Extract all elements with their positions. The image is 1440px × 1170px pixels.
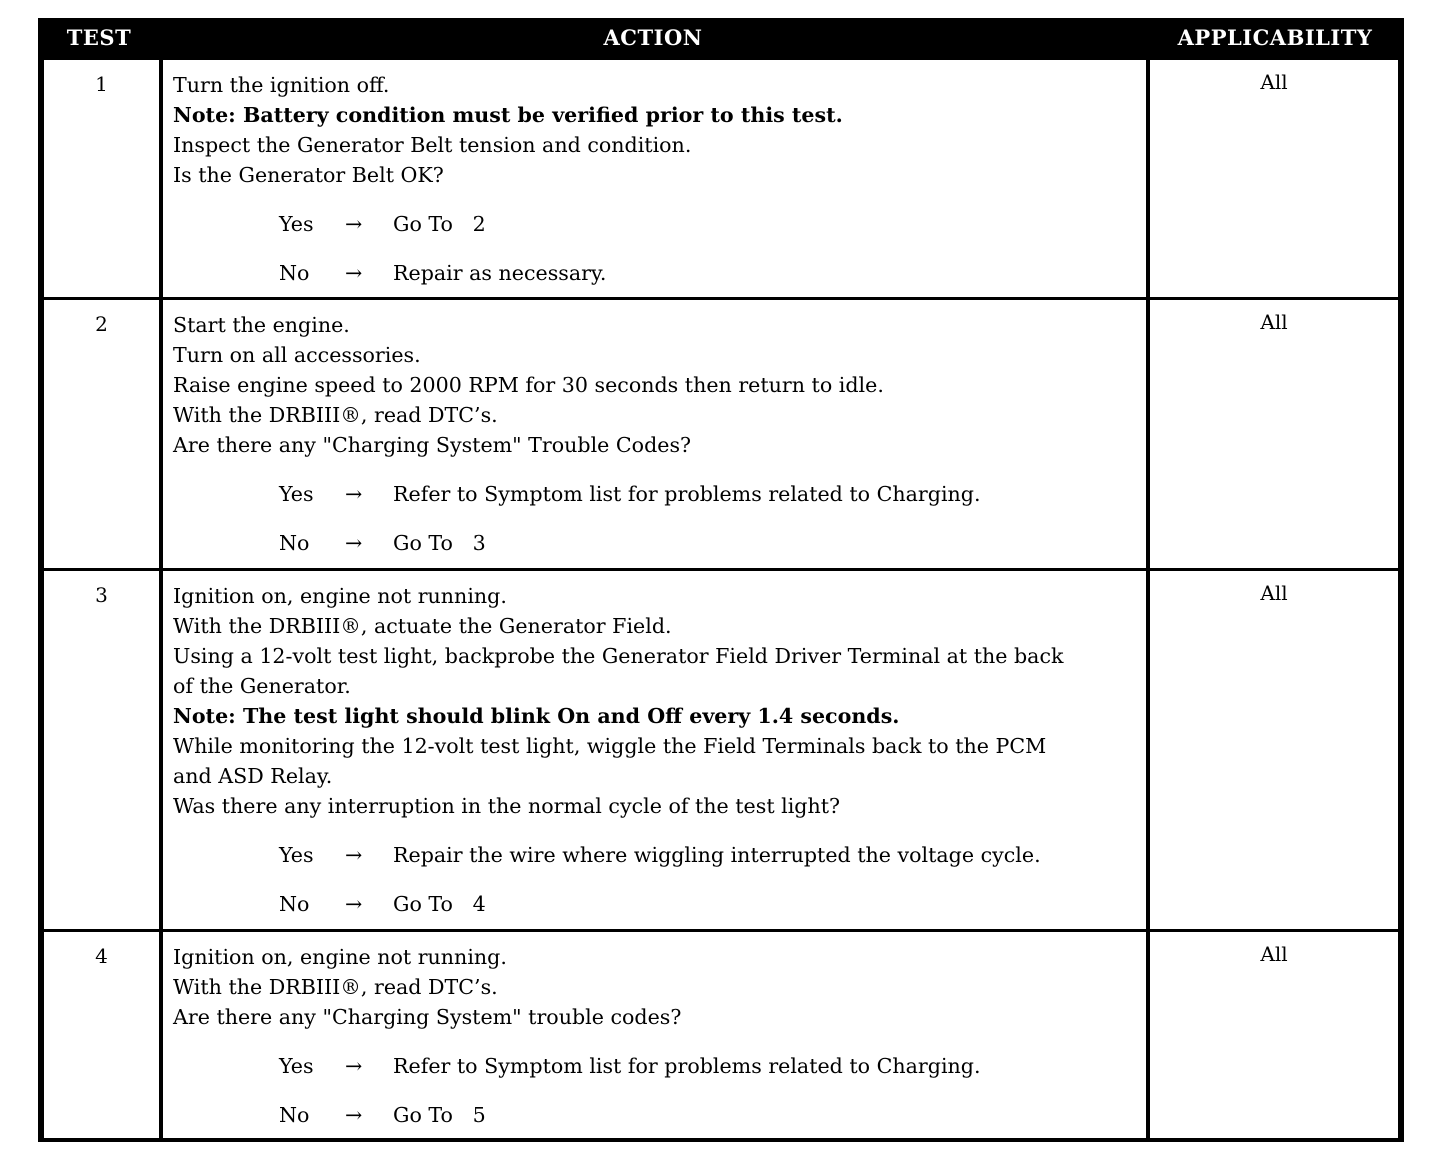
action-line: Is the Generator Belt OK? xyxy=(173,163,444,187)
test-number: 3 xyxy=(44,571,159,929)
arrow-right-icon: → xyxy=(345,531,363,555)
applicability-cell: All xyxy=(1150,571,1398,929)
arrow-right-icon: → xyxy=(345,843,363,867)
answer-text: Refer to Symptom list for problems related to Charging. xyxy=(393,482,981,506)
answer-yes xyxy=(173,1051,1146,1081)
action-line: With the DRBIII®, read DTC’s. xyxy=(173,403,498,427)
test-number: 2 xyxy=(44,300,159,568)
action-line: of the Generator. xyxy=(173,674,351,698)
answer-key: Yes xyxy=(279,843,314,867)
note-line: Note: The test light should blink On and Off every 1.4 seconds. xyxy=(173,704,900,728)
applicability-cell: All xyxy=(1150,932,1398,1138)
answer-key: Yes xyxy=(279,482,314,506)
action-cell xyxy=(163,300,1146,568)
action-cell xyxy=(163,60,1146,297)
action-line: and ASD Relay. xyxy=(173,764,333,788)
answers xyxy=(173,1051,1146,1130)
answer-no xyxy=(173,528,1146,558)
action-line: Ignition on, engine not running. xyxy=(173,945,507,969)
action-line: Was there any interruption in the normal cycle of the test light? xyxy=(173,794,841,818)
test-number: 4 xyxy=(44,932,159,1138)
answer-text: Go To 3 xyxy=(393,531,486,555)
arrow-right-icon: → xyxy=(345,212,363,236)
note-line: Note: Battery condition must be verified prior to this test. xyxy=(173,103,843,127)
header-applicability: APPLICABILITY xyxy=(1177,25,1373,50)
answer-text: Repair the wire where wiggling interrupted the voltage cycle. xyxy=(393,843,1041,867)
answer-text: Refer to Symptom list for problems related to Charging. xyxy=(393,1054,981,1078)
answer-yes xyxy=(173,479,1146,509)
answer-key: Yes xyxy=(279,1054,314,1078)
applicability-cell: All xyxy=(1150,60,1398,297)
action-line: With the DRBIII®, read DTC’s. xyxy=(173,975,498,999)
answer-text: Go To 2 xyxy=(393,212,486,236)
answer-text: Go To 4 xyxy=(393,892,486,916)
answer-key: No xyxy=(279,531,310,555)
answer-no xyxy=(173,1100,1146,1130)
action-line: Ignition on, engine not running. xyxy=(173,584,507,608)
answers xyxy=(173,840,1146,919)
applicability-cell: All xyxy=(1150,300,1398,568)
arrow-right-icon: → xyxy=(345,1054,363,1078)
action-line: While monitoring the 12-volt test light, wiggle the Field Terminals back to the PCM xyxy=(173,734,1047,758)
action-line: Are there any "Charging System" Trouble Codes? xyxy=(173,433,692,457)
arrow-right-icon: → xyxy=(345,892,363,916)
diagnostic-table xyxy=(38,18,1404,1142)
action-cell xyxy=(163,571,1146,929)
answer-yes xyxy=(173,209,1146,239)
action-line: Are there any "Charging System" trouble codes? xyxy=(173,1005,682,1029)
arrow-right-icon: → xyxy=(345,1103,363,1127)
answer-text: Repair as necessary. xyxy=(393,261,607,285)
answer-text: Go To 5 xyxy=(393,1103,486,1127)
action-line: Turn the ignition off. xyxy=(173,73,390,97)
answers xyxy=(173,209,1146,288)
action-line: Start the engine. xyxy=(173,313,350,337)
answer-key: Yes xyxy=(279,212,314,236)
answer-key: No xyxy=(279,1103,310,1127)
arrow-right-icon: → xyxy=(345,482,363,506)
action-line: Turn on all accessories. xyxy=(173,343,421,367)
answer-yes xyxy=(173,840,1146,870)
answer-no xyxy=(173,889,1146,919)
action-line: Inspect the Generator Belt tension and condition. xyxy=(173,133,692,157)
header-action: ACTION xyxy=(603,25,703,50)
answer-key: No xyxy=(279,261,310,285)
action-line: With the DRBIII®, actuate the Generator Field. xyxy=(173,614,672,638)
test-number: 1 xyxy=(44,60,159,297)
answers xyxy=(173,479,1146,558)
action-line: Using a 12-volt test light, backprobe the Generator Field Driver Terminal at the back xyxy=(173,644,1064,668)
action-line: Raise engine speed to 2000 RPM for 30 seconds then return to idle. xyxy=(173,373,884,397)
action-cell xyxy=(163,932,1146,1138)
header-test: TEST xyxy=(66,25,132,50)
answer-no xyxy=(173,258,1146,288)
arrow-right-icon: → xyxy=(345,261,363,285)
answer-key: No xyxy=(279,892,310,916)
